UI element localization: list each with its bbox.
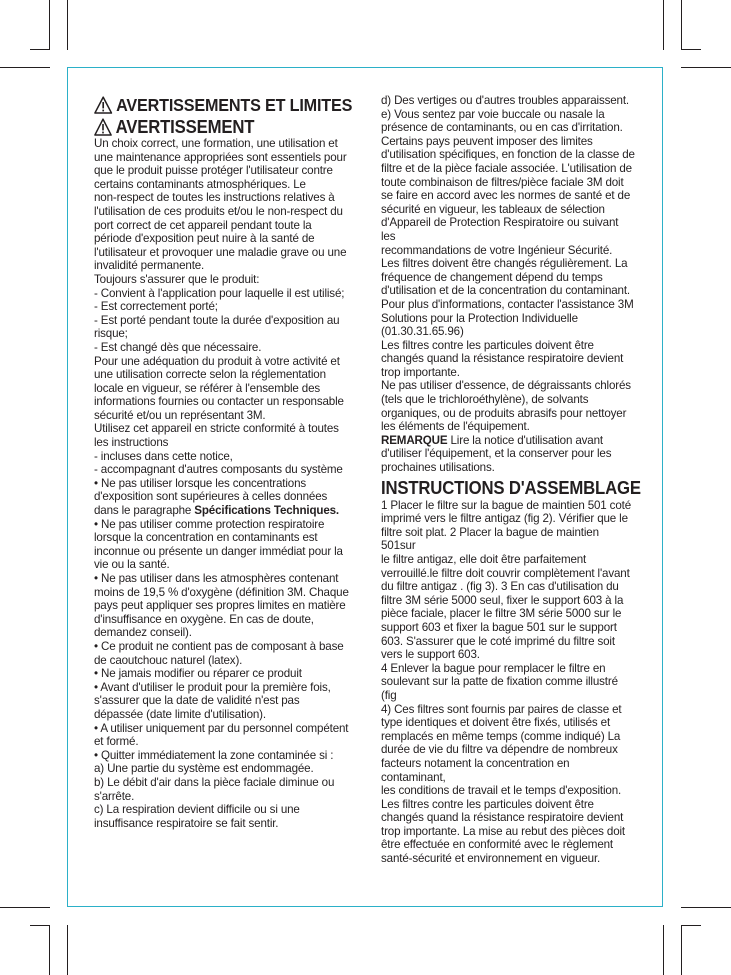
warnings-list: • Ne pas utiliser comme protection respiratoire lorsque la concentration en contaminants est inconnue ou présente un danger immédiat pour la vie ou la santé. • Ne pas utiliser dans les atmosphères contenant moins de 19,5 % d'oxygène (définition 3M. Chaque pays peut appliquer ses propres limites en matière d'insuffisance en oxygène. En cas de doute, demandez conseil). • Ce produit ne contient pas de composant à base de caoutchouc naturel (latex). • Ne jamais modifier ou réparer ce produit • Avant d'utiliser le produit pour la première fois, s'assurer que la date de validité n'est pas dépassée (date limite d'utilisation). • A utiliser uniquement par du personnel compétent et formé. • Quitter immédiatement la zone contaminée si : a) Une partie du système est endommagée. b) Le débit d'air dans la pièce faciale diminue ou s'arrête. c) La respiration devient difficile ou si une insuffisance respiratoire se fait sentir. bbox=[94, 517, 349, 830]
technical-specs-ref: Spécifications Techniques. bbox=[194, 504, 340, 518]
remarque-label: REMARQUE bbox=[381, 433, 448, 447]
crop-mark bbox=[0, 67, 50, 68]
left-column bbox=[94, 94, 357, 830]
crop-mark bbox=[681, 67, 731, 68]
crop-mark bbox=[681, 0, 682, 50]
crop-mark bbox=[0, 907, 50, 908]
warnings-body bbox=[94, 137, 357, 518]
assembly-instructions: 1 Placer le filtre sur la bague de maintien 501 coté imprimé vers le filtre antigaz (fig 2). Vérifier que le filtre soit plat. 2 Placer la bague de maintien 501sur le filtre antigaz, elle doit être parfaitement verrouillé.le filtre doit couvrir complètement l'avant du filtre antigaz . (fig 3). 3 En cas d'utilisation du filtre 3M série 5000 seul, fixer le support 603 à la pièce faciale, placer le filtre 3M série 5000 sur le support 603 et fixer la bague 501 sur le support 603. S'assurer que le coté imprimé du filtre soit vers le support 603. 4 Enlever la bague pour remplacer le filtre en soulevant sur la patte de fixation comme illustré (fig 4) Ces filtres sont fournis par paires de classe et type identiques et doivent être fixés, utilisés et remplacés en même temps (comme indiqué) La durée de vie du filtre va dépendre de nombreux facteurs notament la concentration en contaminant, les conditions de travail et le temps d'exposition. Les filtres contre les particules doivent être changés quand la résistance respiratoire devient trop importante. La mise au rebut des pièces doit être effectuée en conformité avec le règlement santé-sécurité et environnement en vigueur. bbox=[381, 498, 631, 866]
warnings-text: Un choix correct, une formation, une utilisation et une maintenance appropriées sont essentiels pour que le produit puisse protéger l'utilisateur contre certains contaminants atmosphériques. Le non-respect de toutes les instructions relatives à l'utilisation de ces produits et/ou le non-respect du port correct de cet appareil pendant toute la période d'exposition peut nuire à la santé de l'utilisateur et provoquer une maladie grave ou une invalidité permanente. Toujours s'assurer que le produit: - Convient à l'application pour laquelle il est utilisé; - Est correctement porté; - Est porté pendant toute la durée d'exposition au risque; - Est changé dès que nécessaire. Pour une adéquation du produit à votre activité et une utilisation correcte selon la réglementation locale en vigueur, se référer à l'ensemble des informations fournies ou contacter un responsable sécurité et/ou un représentant 3M. Utilisez cet appareil en stricte conformité à toutes les instructions - incluses dans cette notice, - accompagnant d'autres composants du système • Ne pas utiliser lorsque les concentrations d'exposition sont supérieures à celles données dans le paragraphe bbox=[94, 137, 347, 518]
crop-mark bbox=[67, 0, 68, 50]
warning-heading bbox=[94, 117, 331, 137]
warning-triangle-icon bbox=[94, 96, 112, 114]
crop-mark bbox=[67, 925, 68, 975]
crop-mark bbox=[663, 925, 664, 975]
crop-mark bbox=[681, 907, 731, 908]
crop-mark bbox=[663, 0, 664, 50]
right-column bbox=[381, 94, 641, 866]
crop-mark bbox=[681, 925, 682, 975]
warnings-heading bbox=[94, 94, 353, 116]
crop-mark bbox=[681, 49, 701, 50]
warnings-heading-text: AVERTISSEMENTS ET LIMITES bbox=[116, 95, 353, 115]
warnings-continued: d) Des vertiges ou d'autres troubles apparaissent. e) Vous sentez par voie buccale ou nasale la présence de contaminants, ou en cas d'irritation. Certains pays peuvent imposer des limites d'utilisation spécifiques, en fonction de la classe de filtre et de la pièce faciale associée. L'utilisation de toute combinaison de filtres/pièce faciale 3M doit se faire en accord avec les normes de santé et de sécurité en vigueur, les tableaux de sélection d'Appareil de Protection Respiratoire ou suivant les recommandations de votre Ingénieur Sécurité. Les filtres doivent être changés régulièrement. La fréquence de changement dépend du temps d'utilisation et de la concentration du contaminant. Pour plus d'informations, contacter l'assistance 3M Solutions pour la Protection Individuelle (01.30.31.65.96) Les filtres contre les particules doivent être changés quand la résistance respiratoire devient trop importante. Ne pas utiliser d'essence, de dégraissants chlorés (tels que le trichloroéthylène), de solvants organiques, ou de produits abrasifs pour nettoyer les éléments de l'équipement. bbox=[381, 94, 635, 434]
remarque-text: Lire la notice d'utilisation avant d'utiliser l'équipement, et la conserver pour les prochaines utilisations. bbox=[381, 433, 612, 475]
crop-mark bbox=[30, 49, 50, 50]
assembly-heading: INSTRUCTIONS D'ASSEMBLAGE bbox=[381, 476, 641, 498]
crop-mark bbox=[681, 925, 701, 926]
remarque-note bbox=[381, 434, 635, 475]
warning-heading-text: AVERTISSEMENT bbox=[115, 116, 255, 137]
crop-mark bbox=[30, 925, 50, 926]
crop-mark bbox=[49, 925, 50, 975]
crop-mark bbox=[49, 0, 50, 50]
warning-triangle-icon bbox=[94, 118, 112, 136]
